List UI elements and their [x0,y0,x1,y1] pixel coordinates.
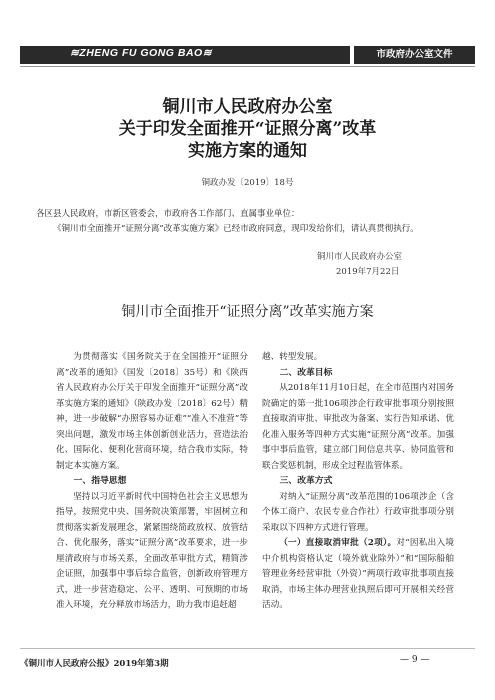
page-number: — 9 — [400,655,430,665]
journal-name: ≋ZHENG FU GONG BAO≋ [70,47,213,59]
paragraph [262,536,454,614]
notice-title-line: 实施方案的通知 [188,141,307,161]
paragraph: 从2018年11月10日起，在全市范围内对国务院确定的第一批106项涉企行政审批事项分别按照直接取消审批、审批改为备案、实行告知承诺、优化准入服务等四种方式实施“证照分离”改革。加强事中事后监管，建立部门间信息共享、协同监管和联合奖惩机制，形成全过程监管体系。 [262,383,454,471]
paragraph: 坚持以习近平新时代中国特色社会主义思想为指导，按照党中央、国务院决策部署，牢固树立和贯彻落实新发展理念，紧紧围绕简政放权、放管结合、优化服务，落实“证照分离”改革要求，进一步厘清政府与市场关系，全面改革审批方式，精简涉企证照，加强事中事后综合监管，创新政府管理方式，进一步营造稳定、公平、透明、可预期的市场准入环境，充分释放市场活力，助力我市追赶超 [56,491,248,610]
journal-name-banner [20,46,350,64]
paragraph: 为贯彻落实《国务院关于在全国推开“证照分离”改革的通知》（国发〔2018〕35号）和《陕西省人民政府办公厅关于印发全面推开“证照分离”改革实施方案的通知》（陕政办发〔2018〕62号）精神，进一步破解“办照容易办证难”“准入不准营”等突出问题，激发市场主体创新创业活力，营造法治化、国际化、便利化营商环境，结合我市实际，特制定本实施方案。 [56,352,248,471]
section-heading: 一、指导思想 [73,476,127,486]
journal-citation: 《铜川市人民政府公报》2019年第3期 [20,659,169,669]
section-label: 市政府办公室文件 [354,46,475,64]
document-number: 铜政办发〔2019〕18号 [201,178,294,188]
paragraph: 越、转型发展。 [262,352,323,362]
recipients: 各区县人民政府，市新区管委会，市政府各工作部门、直属事业单位： [36,209,300,219]
notice-title-line: 关于印发全面推开“证照分离”改革 [118,119,377,139]
journal-header [20,46,475,64]
notice-title-line: 铜川市人民政府办公室 [162,97,333,117]
issuer: 铜川市人民政府办公室 [317,252,403,262]
paragraph-lead: （一）直接取消审批（2项）。 [279,538,397,548]
section-heading: 三、改革方式 [279,476,333,486]
section-heading: 二、改革目标 [279,367,333,378]
paragraph: 对纳入“证照分离”改革范围的106项涉企（含个体工商户、农民专业合作社）行政审批事项分别采取以下四种方式进行管理。 [262,491,454,533]
left-column [56,350,248,614]
right-column [262,350,454,614]
issue-date: 2019年7月22日 [336,267,400,277]
notice-title [40,96,455,162]
notice-intro: 《铜川市全面推开“证照分离”改革实施方案》已经市政府同意，现印发给你们，请认真贯彻执行。 [53,224,419,234]
paragraph-text: 对“因私出入境中介机构资格认定（境外就业除外）”和“国际船舶管理业务经营审批（外资）”两项行政审批事项直接取消，市场主体办理营业执照后即可开展相关经营活动。 [262,538,454,610]
footer-divider [20,648,475,649]
plan-title: 铜川市全面推开“证照分离”改革实施方案 [121,304,374,320]
header-divider [20,66,475,67]
